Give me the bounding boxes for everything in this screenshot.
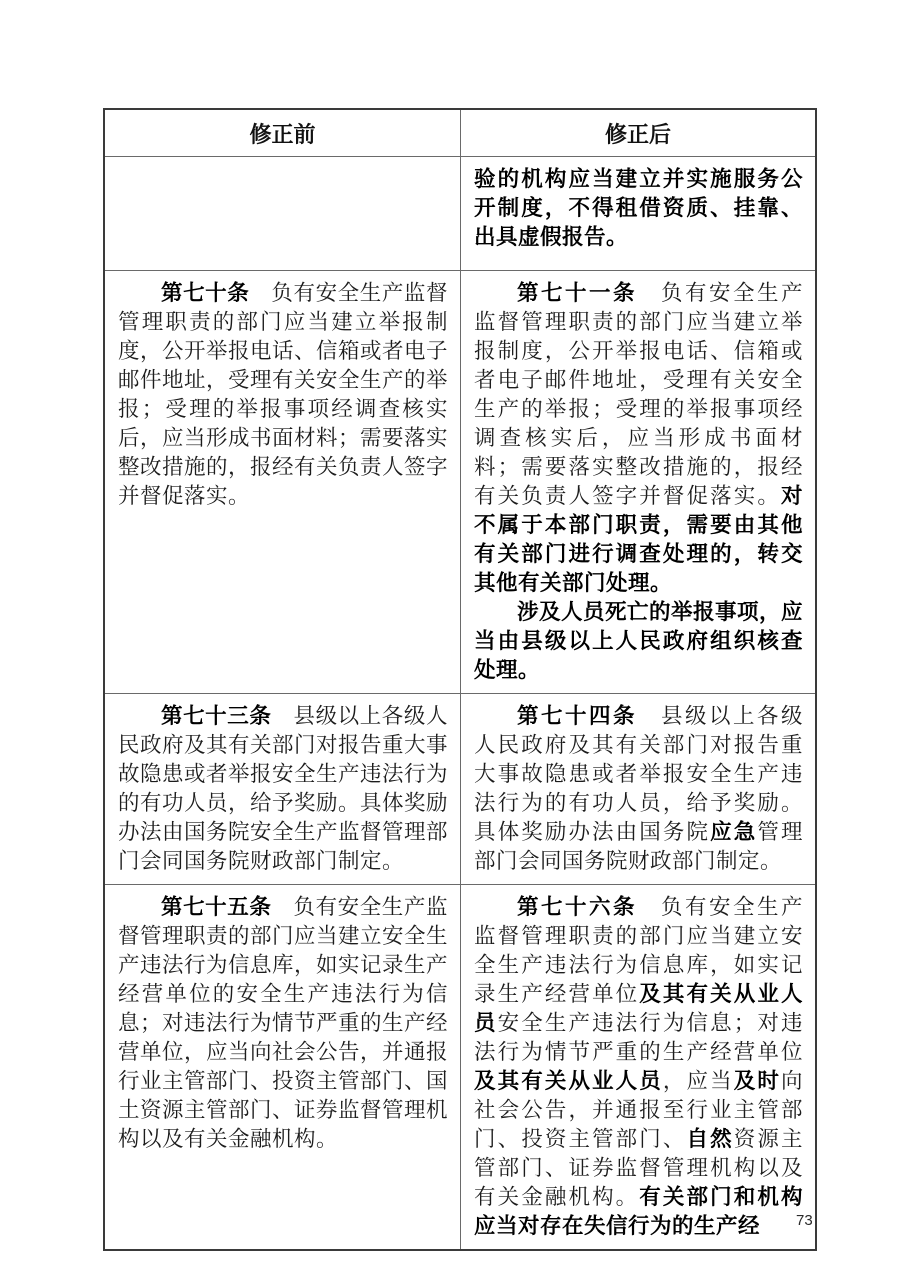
amended-text-segment: 第七十三条 <box>161 704 272 728</box>
amendment-comparison-table <box>103 108 817 1251</box>
text-segment: 负有安全生产监督管理职责的部门应当建立举报制度，公开举报电话、信箱或者电子邮件地址，受理有关安全生产的举报；受理的举报事项经调查核实后，应当形成书面材料；需要落实整改措施的，报经有关负责人签字并督促落实。 <box>118 281 449 508</box>
amended-text-segment: 应急 <box>710 820 758 844</box>
amended-text-segment: 第七十条 <box>161 281 250 305</box>
law-paragraph <box>474 279 803 598</box>
cell-after-amendment <box>461 271 815 693</box>
table-row <box>105 271 815 694</box>
comparison-rows <box>105 157 815 1249</box>
text-segment: 负有安全生产监督管理职责的部门应当建立举报制度，公开举报电话、信箱或者电子邮件地址，受理有关安全生产的举报；受理的举报事项经调查核实后，应当形成书面材料；需要落实整改措施的，报经有关负责人签字并督促落实。 <box>474 281 803 508</box>
table-row <box>105 694 815 885</box>
text-segment: 管理部门会同国务院财政部门制定。 <box>474 820 803 873</box>
cell-before-amendment <box>105 694 461 884</box>
header-after-amendment: 修正后 <box>604 121 671 147</box>
text-segment: 县级以上各级人民政府及其有关部门对报告重大事故隐患或者举报安全生产违法行为的有功人员，给予奖励。具体奖励办法由国务院安全生产监督管理部门会同国务院财政部门制定。 <box>118 704 449 873</box>
amended-text-segment: 有关部门和机构应当对存在失信行为的生产经 <box>474 1185 803 1238</box>
table-row <box>105 157 815 271</box>
law-paragraph <box>474 165 803 252</box>
law-paragraph <box>118 702 448 876</box>
cell-after-amendment <box>461 885 815 1249</box>
amended-text-segment: 第七十四条 <box>517 704 637 728</box>
text-segment: 资源主管部门、证券监督管理机构以及有关金融机构。 <box>474 1127 803 1209</box>
amended-text-segment: 及其有关从业人员 <box>474 982 803 1035</box>
amended-text-segment: 涉及人员死亡的举报事项，应当由县级以上人民政府组织核查处理。 <box>474 600 804 682</box>
table-header-row <box>105 110 815 157</box>
amended-text-segment: 第七十五条 <box>161 895 272 919</box>
law-paragraph <box>474 598 803 685</box>
law-paragraph <box>474 893 803 1241</box>
page-number: 73 <box>796 1212 813 1229</box>
text-segment: 向社会公告，并通报至行业主管部门、投资主管部门、 <box>474 1069 803 1151</box>
table-row <box>105 885 815 1249</box>
cell-after-amendment <box>461 157 815 270</box>
text-segment: 负有安全生产监督管理职责的部门应当建立安全生产违法行为信息库，如实记录生产经营单位 <box>474 895 803 1006</box>
cell-before-amendment <box>105 271 461 693</box>
amended-text-segment: 及其有关从业人员 <box>474 1069 663 1093</box>
text-segment: 负有安全生产监督管理职责的部门应当建立安全生产违法行为信息库，如实记录生产经营单位的安全生产违法行为信息；对违法行为情节严重的生产经营单位，应当向社会公告，并通报行业主管部门、投资主管部门、国土资源主管部门、证券监督管理机构以及有关金融机构。 <box>118 895 449 1151</box>
text-segment: 县级以上各级人民政府及其有关部门对报告重大事故隐患或者举报安全生产违法行为的有功人员，给予奖励。具体奖励办法由国务院 <box>474 704 803 844</box>
law-paragraph <box>474 702 803 876</box>
amended-text-segment: 对不属于本部门职责，需要由其他有关部门进行调查处理的，转交其他有关部门处理。 <box>474 484 803 595</box>
cell-before-amendment <box>105 157 461 270</box>
amended-text-segment: 及时 <box>733 1069 781 1093</box>
text-segment: ，应当 <box>662 1069 734 1093</box>
text-segment: 安全生产违法行为信息；对违法行为情节严重的生产经营单位 <box>474 1011 803 1064</box>
cell-after-amendment <box>461 694 815 884</box>
amended-text-segment: 验的机构应当建立并实施服务公开制度，不得租借资质、挂靠、出具虚假报告。 <box>474 167 803 249</box>
amended-text-segment: 第七十六条 <box>517 895 637 919</box>
amended-text-segment: 第七十一条 <box>517 281 637 305</box>
amended-text-segment: 自然 <box>686 1127 734 1151</box>
header-before-amendment: 修正前 <box>105 110 461 156</box>
law-paragraph <box>118 893 448 1154</box>
law-paragraph <box>118 279 448 511</box>
cell-before-amendment <box>105 885 461 1249</box>
